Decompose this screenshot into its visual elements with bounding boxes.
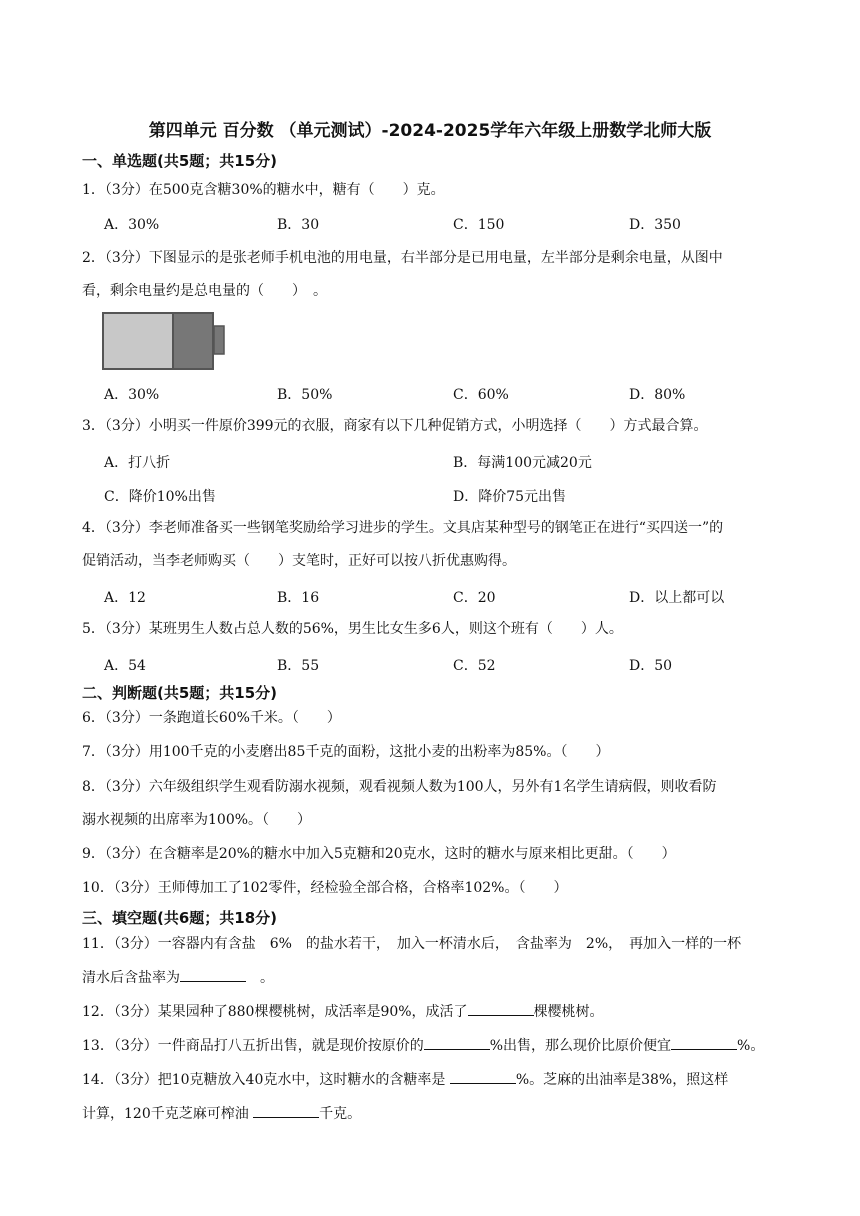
q4-option-a: A．12 (104, 590, 146, 606)
question-12 (82, 996, 807, 1028)
question-14-line-1 (82, 1064, 807, 1096)
q5-option-d: D．50 (629, 658, 673, 674)
q3-option-c: C．降价10%出售 (104, 489, 216, 505)
question-7: 7．（3分）用100千克的小麦磨出85千克的面粉，这批小麦的出粉率为85%。（ ） (82, 744, 610, 760)
q12-text-end: 棵樱桃树。 (533, 1004, 604, 1020)
q13-text: 13．（3分）一件商品打八五折出售，就是现价按原价的 (82, 1038, 424, 1054)
question-8-line-1: 8．（3分）六年级组织学生观看防溺水视频，观看视频人数为100人，另外有1名学生请病假，则收看防 (82, 779, 717, 795)
question-6: 6．（3分）一条跑道长60%千米。（ ） (82, 710, 341, 726)
q14-text: 14．（3分）把10克糖放入40克水中，这时糖水的含糖率是 (82, 1072, 450, 1088)
q4-option-d: D．以上都可以 (629, 590, 725, 606)
question-10: 10．（3分）王师傅加工了102零件，经检验全部合格，合格率102%。（ ） (82, 880, 568, 896)
q14-text-2: 计算，120千克芝麻可榨油 (82, 1106, 254, 1122)
q11-text: 清水后含盐率为 (82, 970, 180, 986)
q5-option-a: A．54 (104, 658, 146, 674)
q12-text: 12．（3分）某果园种了880棵樱桃树，成活率是90%，成活了 (82, 1004, 468, 1020)
q1-option-a: A．30% (104, 217, 160, 233)
answer-blank[interactable] (468, 1001, 534, 1016)
question-11-line-2 (82, 962, 807, 994)
q14-text-end: 千克。 (319, 1106, 362, 1122)
q14-text-mid: %。芝麻的出油率是38%，照这样 (515, 1072, 729, 1088)
q5-option-b: B．55 (277, 658, 320, 674)
q3-option-a: A．打八折 (104, 455, 171, 471)
section-fill-in: 三、填空题(共6题；共18分) (82, 909, 278, 927)
q13-text-end: %。 (737, 1038, 765, 1054)
answer-blank[interactable] (671, 1035, 737, 1050)
answer-blank[interactable] (450, 1069, 516, 1084)
question-11-line-1: 11．（3分）一容器内有含盐 6% 的盐水若干， 加入一杯清水后， 含盐率为 2%， 再加入一样的一杯 (82, 936, 742, 952)
q1-option-d: D．350 (629, 217, 681, 233)
question-3: 3．（3分）小明买一件原价399元的衣服，商家有以下几种促销方式，小明选择（ ）方式最合算。 (82, 418, 708, 434)
page-title: 第四单元 百分数 （单元测试）-2024-2025学年六年级上册数学北师大版 (148, 121, 712, 141)
answer-blank[interactable] (253, 1103, 319, 1118)
battery-used (173, 313, 213, 369)
question-1: 1．（3分）在500克含糖30%的糖水中，糖有（ ）克。 (82, 182, 445, 198)
question-5: 5．（3分）某班男生人数占总人数的56%，男生比女生多6人，则这个班有（ ）人。 (82, 621, 623, 637)
question-14-line-2 (82, 1098, 807, 1130)
q2-option-b: B．50% (277, 387, 333, 403)
section-single-choice: 一、单选题(共5题；共15分) (82, 152, 278, 170)
q1-option-b: B．30 (277, 217, 320, 233)
battery-terminal (214, 326, 224, 354)
q2-option-d: D．80% (629, 387, 686, 403)
question-2-line-2: 看，剩余电量约是总电量的（ ） 。 (82, 283, 327, 299)
question-4-line-2: 促销活动，当李老师购买（ ）支笔时，正好可以按八折优惠购得。 (82, 553, 516, 569)
section-true-false: 二、判断题(共5题；共15分) (82, 684, 278, 702)
q3-option-b: B．每满100元减20元 (453, 455, 592, 471)
battery-figure (102, 312, 230, 372)
answer-blank[interactable] (424, 1035, 490, 1050)
question-9: 9．（3分）在含糖率是20%的糖水中加入5克糖和20克水，这时的糖水与原来相比更甜。（ ） (82, 846, 676, 862)
q2-option-a: A．30% (104, 387, 160, 403)
q3-option-d: D．降价75元出售 (453, 489, 567, 505)
question-4-line-1: 4．（3分）李老师准备买一些钢笔奖励给学习进步的学生。文具店某种型号的钢笔正在进行“买四送一”的 (82, 520, 724, 536)
q11-text-end: 。 (246, 970, 274, 986)
battery-remaining (103, 313, 173, 369)
q5-option-c: C．52 (453, 658, 496, 674)
q1-option-c: C．150 (453, 217, 505, 233)
answer-blank[interactable] (180, 967, 246, 982)
question-2-line-1: 2．（3分）下图显示的是张老师手机电池的用电量，右半部分是已用电量，左半部分是剩余电量，从图中 (82, 250, 723, 266)
q4-option-c: C．20 (453, 590, 496, 606)
q2-option-c: C．60% (453, 387, 509, 403)
question-8-line-2: 溺水视频的出席率为100%。（ ） (82, 812, 312, 828)
q4-option-b: B．16 (277, 590, 320, 606)
question-13 (82, 1030, 807, 1062)
q13-text-mid: %出售，那么现价比原价便宜 (489, 1038, 672, 1054)
